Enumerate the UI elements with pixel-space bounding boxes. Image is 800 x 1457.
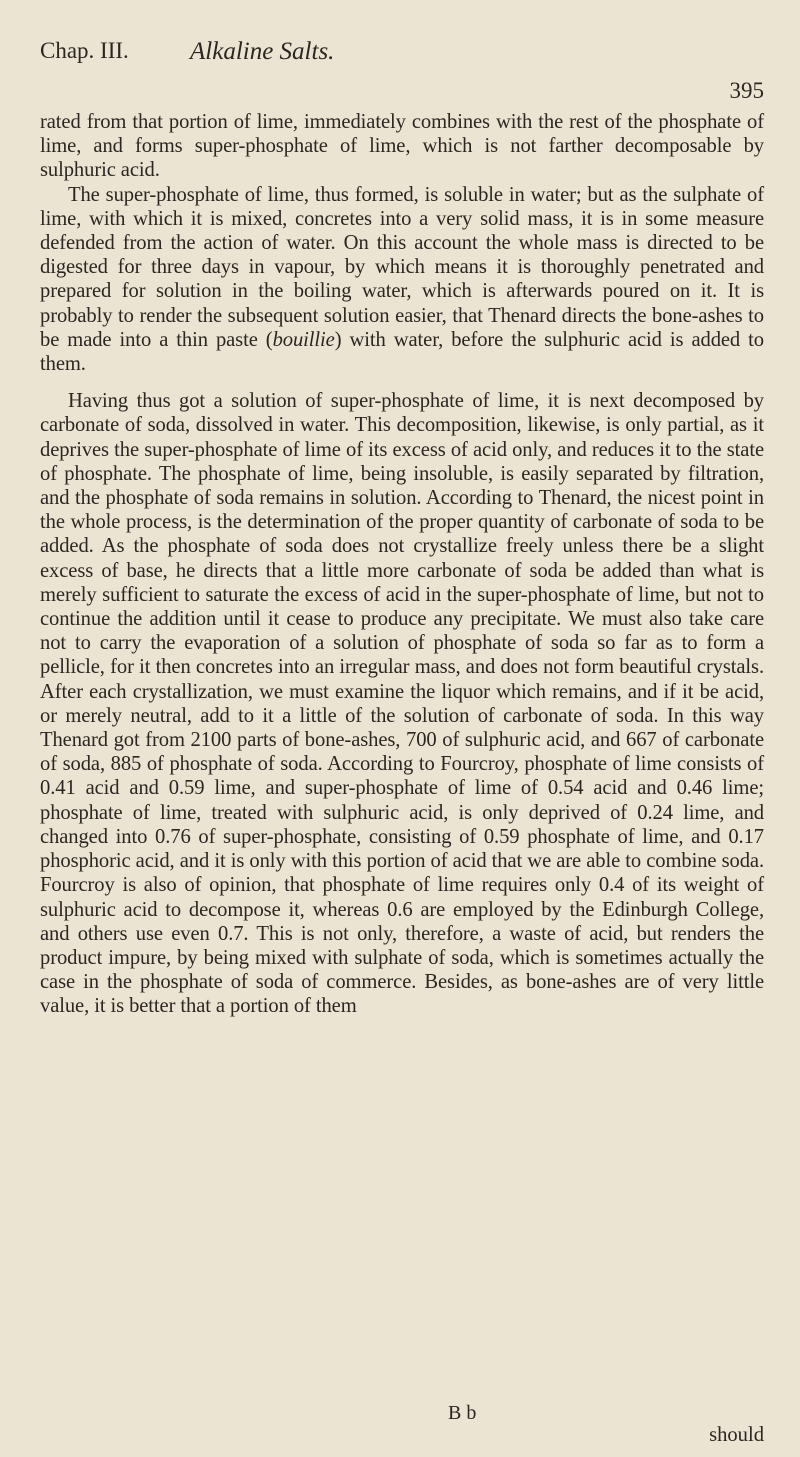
signature-mark: B b — [448, 1402, 477, 1424]
paragraph-continued: rated from that portion of lime, immediately combines with the rest of the phosphate of lime, and forms super-phosphate of lime, which is not farther decomposable by sulphuric acid. — [40, 111, 764, 182]
catchword: should — [709, 1424, 764, 1446]
paragraph-decomposition: Having thus got a solution of super-phosphate of lime, it is next decomposed by carbonate of soda, dissolved in water. This decomposition, likewise, is only partial, as it deprives the super-phosphate of lime of its excess of acid only, and reduces it to the state of phosphate. The phosphate of lime, being insoluble, is easily separated by filtration, and the phosphate of soda remains in solution. According to Thenard, the nicest point in the whole process, is the determination of the proper quantity of carbonate of soda to be added. As the phosphate of soda does not crystallize freely unless there be a slight excess of base, he directs that a little more carbonate of soda be added than what is merely sufficient to saturate the excess of acid in the super-phosphate of lime, but not to continue the addition until it cease to produce any precipitate. We must also take care not to carry the evaporation of a solution of phosphate of soda so far as to form a pellicle, for it then concretes into an irregular mass, and does not form beautiful crystals. After each crystallization, we must examine the liquor which remains, and if it be acid, or merely neutral, add to it a little of the solution of carbonate of soda. In this way Thenard got from 2100 parts of bone-ashes, 700 of sulphuric acid, and 667 of carbonate of soda, 885 of phosphate of soda. According to Fourcroy, phosphate of lime consists of 0.41 acid and 0.59 lime, and super-phosphate of lime of 0.54 acid and 0.46 lime; phosphate of lime, treated with sulphuric acid, is only deprived of 0.24 lime, and changed into 0.76 of super-phosphate, consisting of 0.59 phosphate of lime, and 0.17 phosphoric acid, and it is only with this portion of acid that we are able to combine soda. Fourcroy is also of opinion, that phosphate of lime requires only 0.4 of its weight of sulphuric acid to decompose it, whereas 0.6 are employed by the Edinburgh College, and others use even 0.7. This is not only, therefore, a waste of acid, but renders the product impure, by being mixed with sulphate of soda, which is sometimes actually the case in the phosphate of soda of commerce. Besides, as bone-ashes are of very little value, it is better that a portion of them — [40, 390, 764, 1018]
page-number: 395 — [729, 78, 764, 103]
running-header — [40, 38, 764, 103]
italic-term: bouillie — [272, 328, 335, 351]
running-title: Alkaline Salts. — [190, 38, 335, 65]
paragraph-super-phosphate: The super-phosphate of lime, thus formed, is soluble in water; but as the sulphate of lime, with which it is mixed, concretes into a very solid mass, it is in some measure defended from the action of water. On this account the whole mass is directed to be digested for three days in vapour, by which means it is thoroughly penetrated and prepared for solution in the boiling water, which is afterwards poured on it. It is probably to render the subsequent solution easier, that Thenard directs the bone-ashes to be made into a thin paste (bouillie) with water, before the sulphuric acid is added to them. — [40, 183, 764, 376]
body-text — [40, 110, 764, 1019]
chapter-label: Chap. III. — [40, 38, 129, 63]
